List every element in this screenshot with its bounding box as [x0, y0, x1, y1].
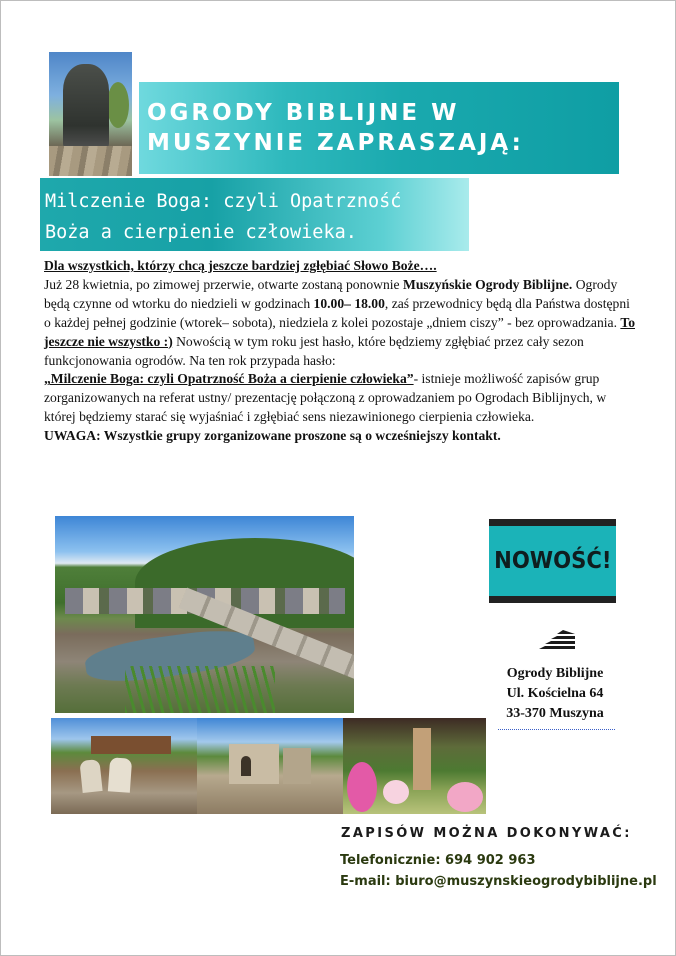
- phone-line: Telefonicznie: 694 902 963: [340, 853, 536, 868]
- stone-tablets-photo: [51, 718, 197, 814]
- p1-part-f: Nowością w tym roku jest hasło, które będziemy zgłębiać przez cały sezon funkcjonowania ogrodów. Na ten rok przypada hasło:: [44, 333, 584, 368]
- pillar: [413, 728, 431, 790]
- hut: [229, 744, 279, 784]
- p2-text: - istnieje możliwość zapisów grup zorganizowanych na referat ustny/ prezentację połączoną z oprowadzaniem po Ogrodach Biblijnych, w której będziemy starać się wyjaśniać i zgłębiać sens niezawinionego cierpienia człowieka.: [44, 371, 607, 425]
- hut-annex: [283, 748, 311, 784]
- statue-figure: [63, 64, 109, 152]
- address-block: [490, 664, 620, 724]
- flower-garden-photo: [343, 718, 486, 814]
- title-line-2: MUSZYNIE ZAPRASZAJĄ:: [147, 130, 524, 156]
- statue-photo: [49, 52, 132, 176]
- tablet-right: [108, 757, 132, 792]
- roof: [91, 736, 171, 754]
- address-line-2: Ul. Kościelna 64: [506, 686, 604, 701]
- subtitle-line-1: Milczenie Boga: czyli Opatrzność: [45, 191, 402, 212]
- tablet-left: [79, 759, 102, 793]
- p1-gardens-name: Muszyńskie Ogrody Biblijne.: [403, 276, 573, 292]
- p1-part-d: , zaś przewodnicy będą dla Państwa dostępni o każdej pełnej godzinie (wtorek– sobota), niedziela z kolei pozostaje „dniem ciszy” - bez oprowadzania.: [44, 295, 630, 330]
- subtitle-banner: [40, 178, 469, 251]
- p1-part-a: Już 28 kwietnia, po zimowej przerwie, otwarte zostaną ponownie: [44, 276, 403, 292]
- title-line-1: OGRODY BIBLIJNE W: [147, 100, 460, 126]
- news-label: NOWOŚĆ!: [493, 548, 612, 574]
- news-badge: [489, 519, 616, 603]
- flowers-pale: [383, 780, 409, 804]
- page-title: [147, 98, 619, 158]
- body-text: [44, 257, 638, 446]
- tree-shape: [107, 82, 129, 128]
- address-line-3: 33-370 Muszyna: [506, 706, 604, 721]
- p2-theme: „Milczenie Boga: czyli Opatrzność Boża a cierpienie człowieka”: [44, 371, 414, 387]
- rocks: [49, 146, 132, 176]
- dotted-divider: [498, 729, 615, 730]
- contact-heading: ZAPISÓW MOŻNA DOKONYWAĆ:: [341, 826, 632, 841]
- p1-hours: 10.00– 18.00: [313, 295, 385, 311]
- grass: [125, 666, 275, 713]
- hut-door: [241, 756, 251, 776]
- stone-hut-photo: [197, 718, 343, 814]
- paragraph-1: [44, 276, 638, 371]
- subtitle: [45, 186, 469, 248]
- p1-part-c: Ogrody będą czynne od wtorku do niedzieli w godzinach: [44, 276, 618, 311]
- title-banner: [139, 82, 619, 174]
- flowers-pink: [347, 762, 377, 812]
- garden-landscape-photo: [55, 516, 354, 713]
- flowers-light: [447, 782, 483, 812]
- notice: UWAGA: Wszystkie grupy zorganizowane proszone są o wcześniejszy kontakt.: [44, 428, 501, 444]
- gardens-logo-icon: [537, 629, 577, 651]
- address-line-1: Ogrody Biblijne: [506, 666, 604, 681]
- paragraph-2: [44, 370, 638, 427]
- intro-heading: Dla wszystkich, którzy chcą jeszcze bardziej zgłębiać Słowo Boże….: [44, 258, 437, 273]
- subtitle-line-2: Boża a cierpienie człowieka.: [45, 222, 357, 243]
- email-line: E-mail: biuro@muszynskieogrodybiblijne.pl: [340, 874, 657, 889]
- p1-more-note: To jeszcze nie wszystko :): [44, 314, 635, 349]
